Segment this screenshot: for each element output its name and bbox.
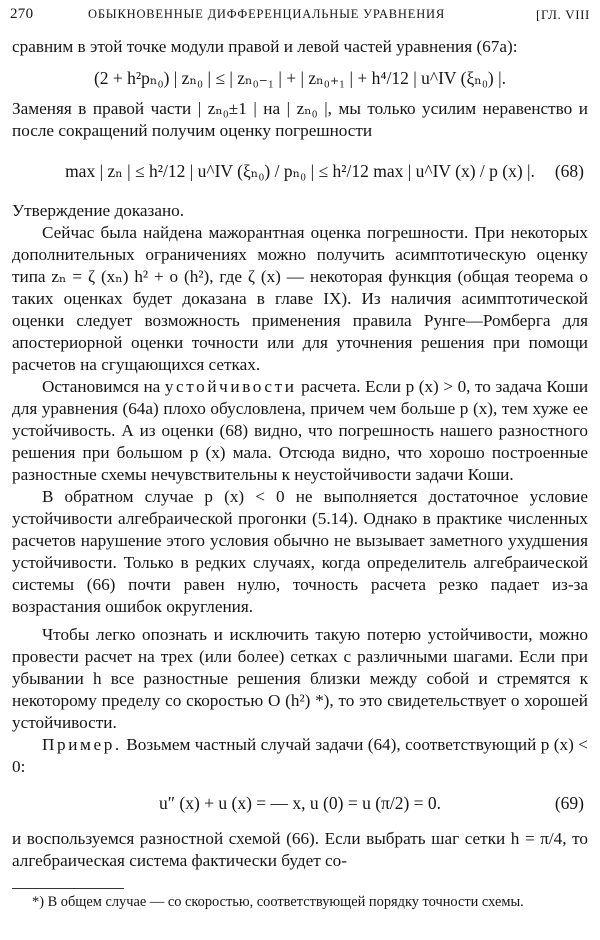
paragraph: Сейчас была найдена мажорантная оценка погрешности. При некоторых дополнительных ограничениях можно получить асимптотическую оценку типа zₙ = ζ (xₙ) h² + o (h²), где ζ (x) — некоторая функция (общая теорема о таких оценках будет доказана в главе IX). Из наличия асимптотической оценки следует возможность применения правила Рунге—Ромберга для апостериорной оценки точности или для уточнения решения при помощи расчетов на сгущающихся сетках.: [12, 223, 588, 374]
footnote-rule: [12, 888, 124, 889]
paragraph: и воспользуемся разностной схемой (66). Если выбрать шаг сетки h = π/4, то алгебраическая система фактически будет со-: [12, 829, 588, 870]
spaced-term: Пример.: [42, 735, 122, 754]
text-run: Остановимся на: [42, 377, 161, 396]
footnote: *) В общем случае — со скоростью, соответствующей порядку точности схемы.: [32, 894, 524, 910]
main-text: [12, 36, 588, 872]
running-title: ОБЫКНОВЕННЫЕ ДИФФЕРЕНЦИАЛЬНЫЕ УРАВНЕНИЯ: [88, 7, 445, 21]
text-run: расчета. Если p (x) > 0, то задача Коши для уравнения (64а) плохо обусловлена, причем чем больше p (x), тем хуже ее устойчивость. А из оценки (68) видно, что погрешность нашего разностного решения при большом p (x) мала. Отсюда видно, что хорошо построенные разностные схемы нечувствительны к неустойчивости задачи Коши.: [12, 377, 589, 484]
paragraph: [12, 734, 588, 778]
paragraph: сравним в этой точке модули правой и левой частей уравнения (67а):: [12, 37, 518, 56]
paragraph: Заменяя в правой части | zₙ₀±1 | на | zₙ₀ |, мы только усилим неравенство и после сокращений получим оценку погрешности: [12, 99, 588, 140]
text-run: Возьмем частный случай задачи (64), соответствующий p (x) < 0:: [12, 735, 588, 776]
paragraph: Утверждение доказано.: [12, 201, 185, 220]
paragraph: Чтобы легко опознать и исключить такую потерю устойчивости, можно провести расчет на трех (или более) сетках с различными шагами. Если при убывании h все разностные решения близки между собой и стремятся к некоторому пределу со скоростью O (h²) *), то это свидетельствует о хорошей устойчивости.: [12, 625, 588, 732]
equation-body: u″ (x) + u (x) = — x, u (0) = u (π/2) = 0.: [158, 793, 442, 813]
equation-body: (2 + h²pₙ₀) | zₙ₀ | ≤ | zₙ₀₋₁ | + | zₙ₀₊₁ | + h⁴/12 | u^IV (ξₙ₀) |.: [93, 68, 506, 88]
equation-69: [12, 778, 588, 828]
equation-number: (68): [554, 161, 584, 181]
equation-number: (69): [554, 793, 584, 813]
running-header: [10, 6, 590, 28]
page-number: 270: [10, 6, 34, 22]
chapter-marker: [ГЛ. VIII: [536, 7, 590, 22]
paragraph: В обратном случае p (x) < 0 не выполняется достаточное условие устойчивости алгебраической прогонки (5.14). Однако в практике численных расчетов нарушение этого условия обычно не вызывает заметного ухудшения устойчивости. Только в редких случаях, когда определитель алгебраической системы (66) почти равен нулю, точность расчета резко падает из-за возрастания ошибок округления.: [12, 487, 588, 616]
equation-68: [12, 142, 588, 200]
paragraph: [12, 376, 588, 486]
equation-body: max | zₙ | ≤ h²/12 | u^IV (ξₙ₀) / pₙ₀ | ≤ h²/12 max | u^IV (x) / p (x) |.: [65, 161, 535, 181]
equation: [12, 58, 588, 98]
spaced-term: устойчивости: [164, 377, 297, 396]
